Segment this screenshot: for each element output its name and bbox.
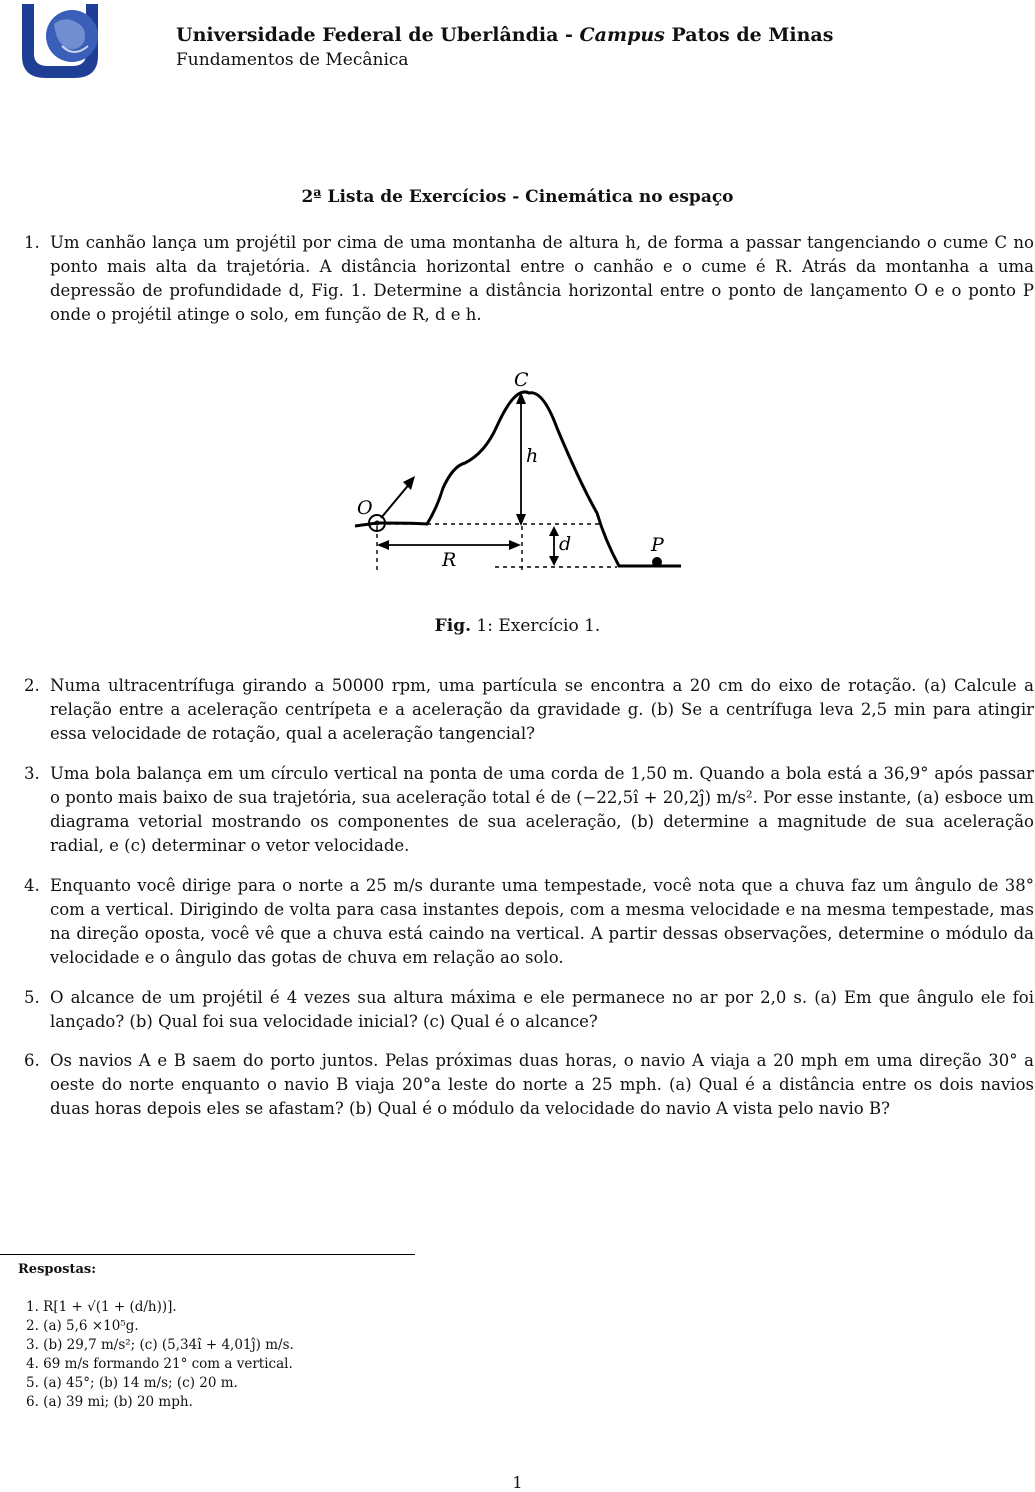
university-logo (18, 2, 102, 80)
label-O: O (357, 497, 373, 519)
university-name: Universidade Federal de Uberlândia - Campus Patos de Minas (176, 24, 834, 46)
question-1: 1. Um canhão lança um projétil por cima de uma montanha de altura h, de forma a passar tangenciando o cume C no ponto mais alta da trajetória. A distância horizontal entre o canhão e o cume é R. Atrás da montanha a uma depressão de profundidade d, Fig. 1. Determine a distância horizontal entre o ponto de lançamento O e o ponto P onde o projétil atinge o solo, em função de R, d e h. (24, 233, 1034, 324)
label-P: P (651, 534, 664, 556)
label-h: h (526, 445, 539, 467)
question-4: 4. Enquanto você dirige para o norte a 25 m/s durante uma tempestade, você nota que a chuva faz um ângulo de 38° com a vertical. Dirigindo de volta para casa instantes depois, com a mesma velocidade e na mesma tempestade, mas na direção oposta, você vê que a chuva está caindo na vertical. A partir dessas observações, determine o módulo da velocidade e o ângulo das gotas de chuva em relação ao solo. (24, 876, 1034, 967)
figure-mountain-diagram (335, 348, 700, 598)
answer-item: 5. (a) 45°; (b) 14 m/s; (c) 20 m. (26, 1375, 238, 1391)
label-d: d (559, 533, 572, 555)
label-R: R (442, 549, 457, 571)
footnote-rule (0, 1254, 415, 1255)
page-number: 1 (512, 1473, 523, 1492)
page-title: 2ª Lista de Exercícios - Cinemática no espaço (301, 187, 734, 207)
label-C: C (514, 369, 529, 391)
figure-caption: Fig. 1: Exercício 1. (434, 616, 601, 636)
course-name: Fundamentos de Mecânica (176, 50, 409, 70)
answer-item: 3. (b) 29,7 m/s²; (c) (5,34î + 4,01ĵ) m/s. (26, 1337, 294, 1353)
question-5: 5. O alcance de um projétil é 4 vezes sua altura máxima e ele permanece no ar por 2,0 s. (a) Em que ângulo ele foi lançado? (b) Qual foi sua velocidade inicial? (c) Qual é o alcance? (24, 988, 1034, 1031)
answer-item: 1. R[1 + √(1 + (d/h))]. (26, 1299, 177, 1315)
answers-list (26, 1298, 294, 1412)
question-3: 3. Uma bola balança em um círculo vertical na ponta de uma corda de 1,50 m. Quando a bola está a 36,9° após passar o ponto mais baixo de sua trajetória, sua aceleração total é de (−22,5î + 20,2ĵ) m/s². Por esse instante, (a) esboce um diagrama vetorial mostrando os componentes de sua aceleração, (b) determine a magnitude de sua aceleração radial, e (c) determinar o vetor velocidade. (24, 764, 1034, 855)
answers-title: Respostas: (18, 1262, 97, 1277)
answer-item: 4. 69 m/s formando 21° com a vertical. (26, 1356, 293, 1372)
answer-item: 2. (a) 5,6 ×10⁵g. (26, 1318, 139, 1334)
question-6: 6. Os navios A e B saem do porto juntos. Pelas próximas duas horas, o navio A viaja a 20 mph em uma direção 30° a oeste do norte enquanto o navio B viaja 20°a leste do norte a 25 mph. (a) Qual é a distância entre os dois navios duas horas depois eles se afastam? (b) Qual é o módulo da velocidade do navio A vista pelo navio B? (24, 1051, 1034, 1118)
question-2: 2. Numa ultracentrífuga girando a 50000 rpm, uma partícula se encontra a 20 cm do eixo de rotação. (a) Calcule a relação entre a aceleração centrípeta e a aceleração da gravidade g. (b) Se a centrífuga leva 2,5 min para atingir essa velocidade de rotação, qual a aceleração tangencial? (24, 676, 1034, 743)
answer-item: 6. (a) 39 mi; (b) 20 mph. (26, 1394, 193, 1410)
